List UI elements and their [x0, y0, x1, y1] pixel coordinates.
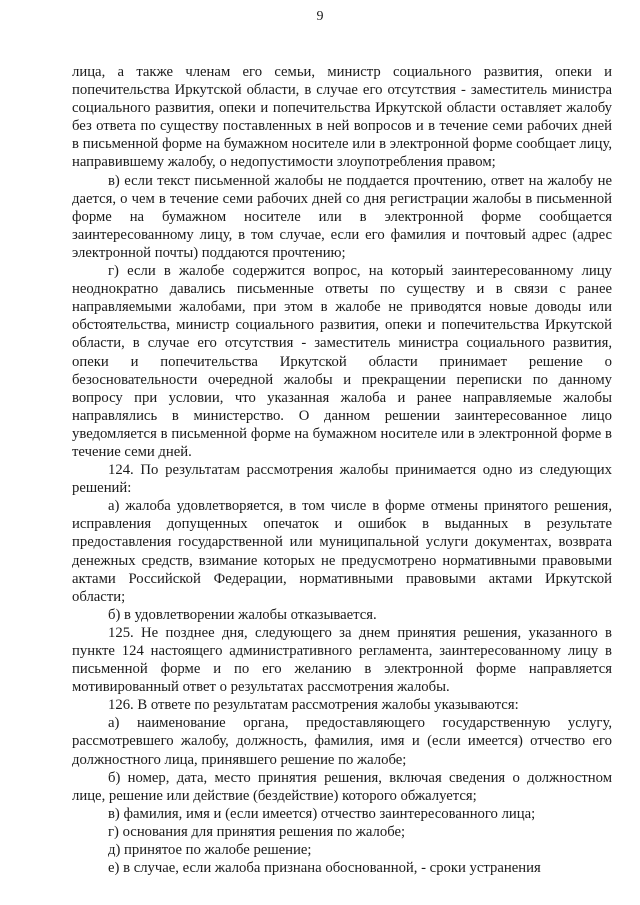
paragraph-clause-124-a: а) жалоба удовлетворяется, в том числе в форме отмены принятого решения, исправления допущенных опечаток и ошибок в выданных в результате предоставления государственной или муниципальной услуги документах, возврата денежных средств, взимание которых не предусмотрено нормативными правовыми актами Российской Федерации, нормативными правовыми актами Иркутской области;: [72, 498, 612, 605]
paragraph-item-v: в) если текст письменной жалобы не поддается прочтению, ответ на жалобу не дается, о чем в течение семи рабочих дней со дня регистрации жалобы в письменной форме на бумажном носителе или в электронной форме сообщается заинтересованному лицу, в том случае, если его фамилия и почтовый адрес (адрес электронной почты) поддаются прочтению;: [72, 172, 612, 261]
paragraph-clause-126-g: г) основания для принятия решения по жалобе;: [108, 823, 406, 840]
paragraph-clause-126-b: б) номер, дата, место принятия решения, включая сведения о должностном лице, решение или действие (бездействие) которого обжалуется;: [72, 769, 612, 804]
paragraph-continuation: лица, а также членам его семьи, министр социального развития, опеки и попечительства Иркутской области, в случае его отсутствия - заместитель министра социального развития, опеки и попечительства Иркутской области оставляет жалобу без ответа по существу поставленных в ней вопросов и в течение семи рабочих дней в письменной форме на бумажном носителе или в электронной форме сообщает лицу, направившему жалобу, о недопустимости злоупотребления правом;: [72, 64, 612, 171]
body-text: [72, 63, 612, 877]
paragraph-clause-125: 125. Не позднее дня, следующего за днем принятия решения, указанного в пункте 124 настоящего административного регламента, заинтересованному лицу в письменной форме и по его желанию в электронной форме направляется мотивированный ответ о результатах рассмотрения жалобы.: [72, 624, 612, 696]
paragraph-clause-124-b: б) в удовлетворении жалобы отказывается.: [108, 606, 377, 623]
paragraph-clause-124: 124. По результатам рассмотрения жалобы принимается одно из следующих решений:: [72, 462, 612, 497]
paragraph-clause-126-v: в) фамилия, имя и (если имеется) отчество заинтересованного лица;: [108, 805, 536, 822]
paragraph-clause-126-a: а) наименование органа, предоставляющего государственную услугу, рассмотревшего жалобу, должность, фамилия, имя и (если имеется) отчество его должностного лица, принявшего решение по жалобе;: [72, 715, 612, 768]
page-number: 9: [316, 9, 324, 24]
paragraph-item-g: г) если в жалобе содержится вопрос, на который заинтересованному лицу неоднократно давались письменные ответы по существу и в связи с ранее направляемыми жалобами, при этом в жалобе не приводятся новые доводы или обстоятельства, министр социального развития, опеки и попечительства Иркутской области, в случае его отсутствия - заместитель министра социального развития, опеки и попечительства Иркутской области принимает решение о безосновательности очередной жалобы и прекращении переписки по данному вопросу при условии, что указанная жалоба и ранее направляемые жалобы направлялись в министерство. О данном решении заинтересованное лицо уведомляется в письменной форме на бумажном носителе или в электронной форме в течение семи дней.: [72, 263, 612, 460]
paragraph-clause-126-d: д) принятое по жалобе решение;: [108, 842, 312, 859]
paragraph-clause-126-e: е) в случае, если жалоба признана обоснованной, - сроки устранения: [108, 860, 541, 877]
paragraph-clause-126: 126. В ответе по результатам рассмотрения жалобы указываются:: [108, 697, 519, 714]
